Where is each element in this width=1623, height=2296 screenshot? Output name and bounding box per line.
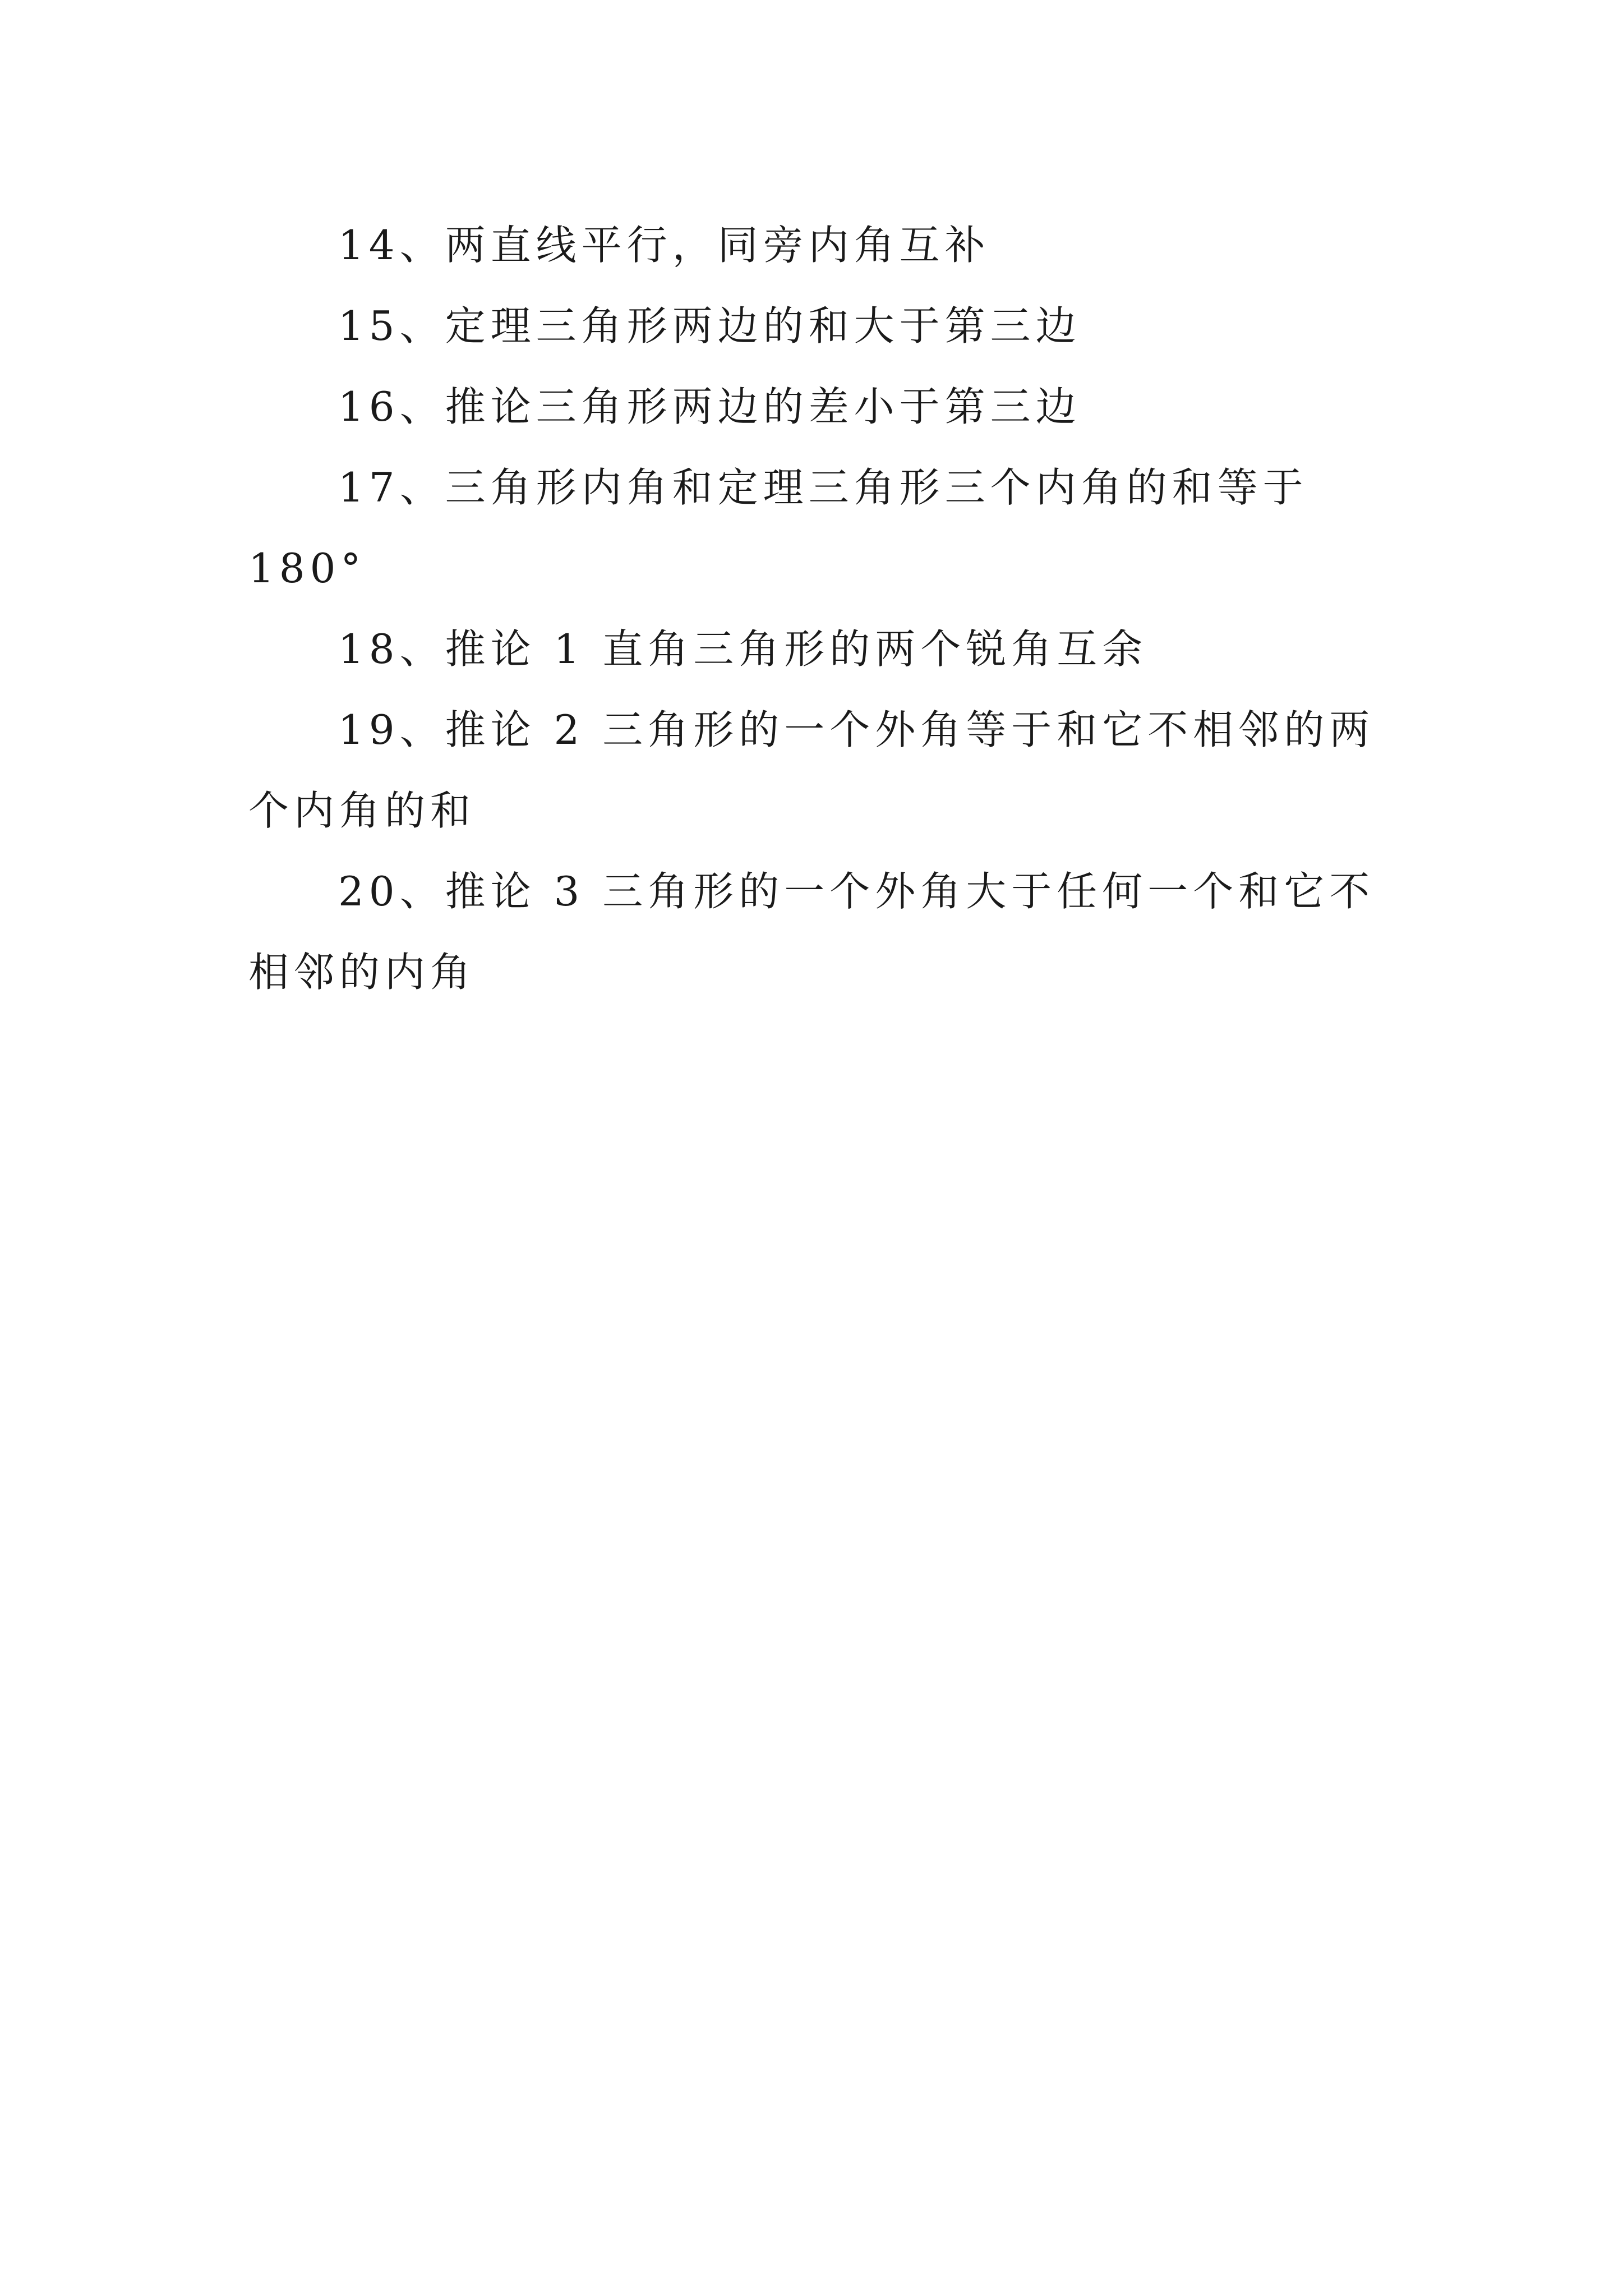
- paragraph-item: 17、三角形内角和定理三角形三个内角的和等于 180°: [248, 464, 1308, 592]
- paragraph-item: 16、推论三角形两边的差小于第三边: [338, 383, 1081, 430]
- paragraph-item: 20、推论 3 三角形的一个外角大于任何一个和它不相邻的内角: [248, 868, 1375, 996]
- document-body: [248, 205, 1393, 1013]
- paragraph-item: 14、两直线平行，同旁内角互补: [338, 222, 990, 269]
- paragraph-item: 18、推论 1 直角三角形的两个锐角互余: [338, 625, 1148, 673]
- paragraph-item: 15、定理三角形两边的和大于第三边: [338, 302, 1081, 349]
- paragraph-item: 19、推论 2 三角形的一个外角等于和它不相邻的两个内角的和: [248, 706, 1375, 834]
